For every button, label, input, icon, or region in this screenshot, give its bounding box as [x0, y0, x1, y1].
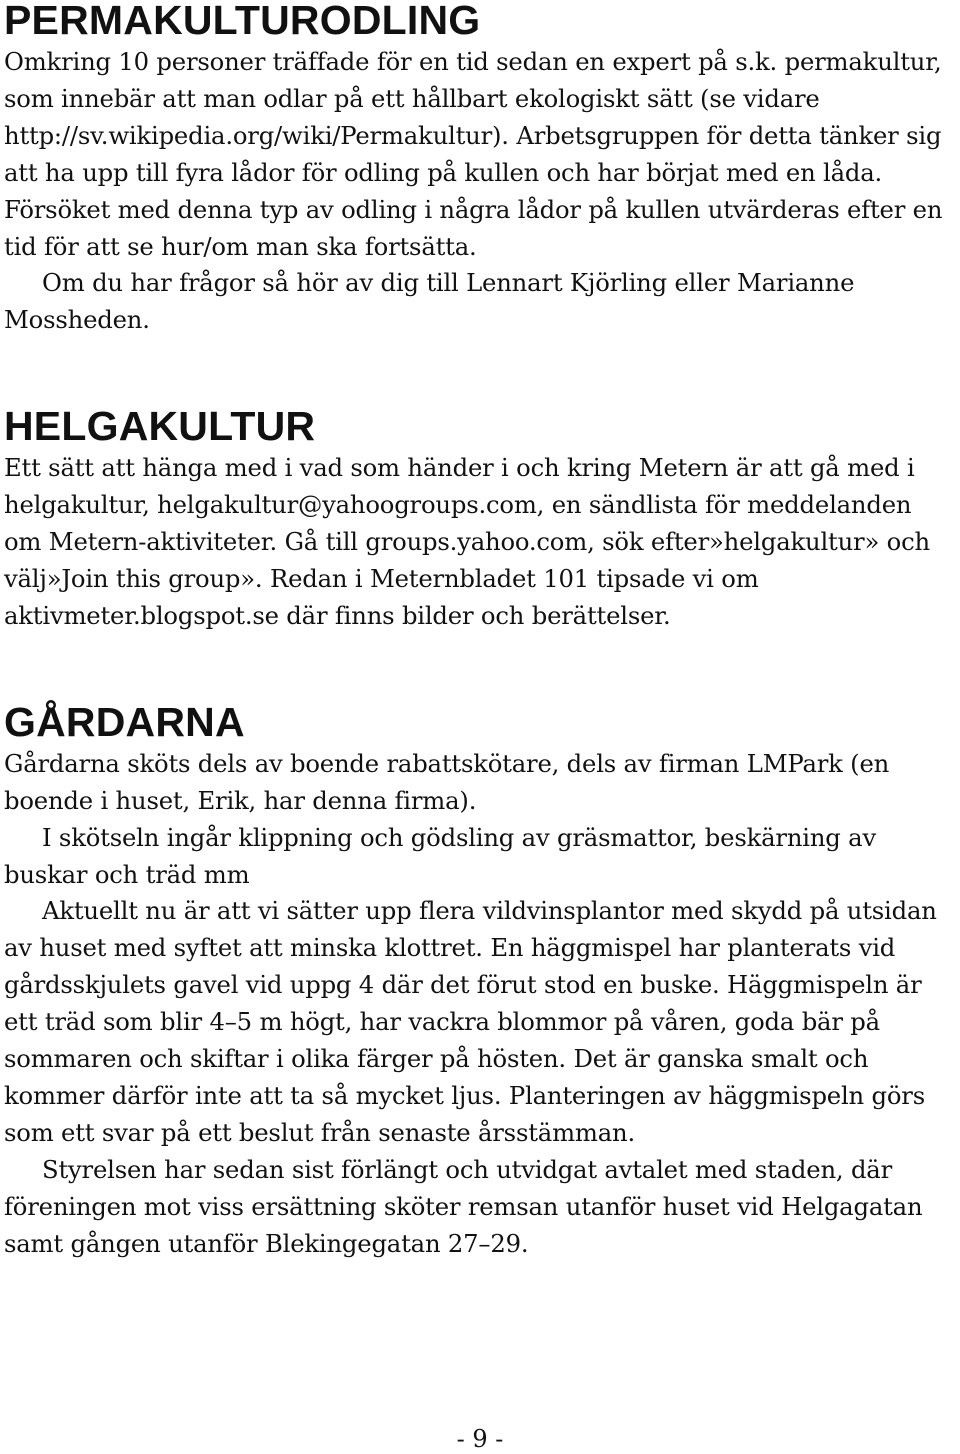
paragraph: Gårdarna sköts dels av boende rabattskötare, dels av firman LMPark (en boende i huset, Erik, har denna firma).: [4, 748, 890, 815]
paragraph: I skötseln ingår klippning och gödsling av gräsmattor, beskärning av buskar och träd mm: [4, 822, 876, 889]
section-body: [4, 746, 956, 1263]
section-heading: PERMAKULTURODLING: [4, 0, 481, 43]
paragraph: Ett sätt att hänga med i vad som händer i och kring Metern är att gå med i helgakultur, helgakultur@yahoogroups.com, en sändlista för meddelanden om Metern-aktiviteter. Gå till groups.yahoo.com, sök efter»helgakultur» och välj»Join this group». Redan i Meternbladet 101 tipsade vi om aktivmeter.blogspot.se där finns bilder och berättelser.: [4, 453, 930, 630]
section-helgakultur: [4, 403, 956, 635]
paragraph: Styrelsen har sedan sist förlängt och utvidgat avtalet med staden, där föreningen mot viss ersättning sköter remsan utanför huset vid Helgagatan samt gången utanför Blekingegatan 27–29.: [4, 1154, 923, 1258]
paragraph: Omkring 10 personer träffade för en tid sedan en expert på s.k. permakultur, som innebär att man odlar på ett hållbart ekologiskt sätt (se vidare http://sv.wikipedia.org/wiki/Permakultur). Arbetsgruppen för detta tänker sig att ha upp till fyra lådor för odling på kullen och har börjat med en låda. Försöket med denna typ av odling i några lådor på kullen utvärderas efter en tid för att se hur/om man ska fortsätta.: [4, 47, 943, 261]
section-body: [4, 44, 956, 339]
section-heading: GÅRDARNA: [4, 698, 245, 745]
section-permakulturodling: [4, 0, 956, 339]
section-gardarna: [4, 698, 956, 1263]
section-body: [4, 450, 956, 635]
page-number: - 9 -: [456, 1425, 504, 1453]
document-page: [4, 0, 956, 1262]
paragraph: Om du har frågor så hör av dig till Lennart Kjörling eller Marianne Mossheden.: [4, 268, 855, 335]
paragraph: Aktuellt nu är att vi sätter upp flera vildvinsplantor med skydd på utsidan av huset med syftet att minska klottret. En häggmispel har planterats vid gårdsskjulets gavel vid uppg 4 där det förut stod en buske. Häggmispeln är ett träd som blir 4–5 m högt, har vackra blommor på våren, goda bär på sommaren och skiftar i olika färger på hösten. Det är ganska smalt och kommer därför inte att ta så mycket ljus. Planteringen av häggmispeln görs som ett svar på ett beslut från senaste årsstämman.: [4, 896, 937, 1147]
section-heading: HELGAKULTUR: [4, 403, 316, 450]
